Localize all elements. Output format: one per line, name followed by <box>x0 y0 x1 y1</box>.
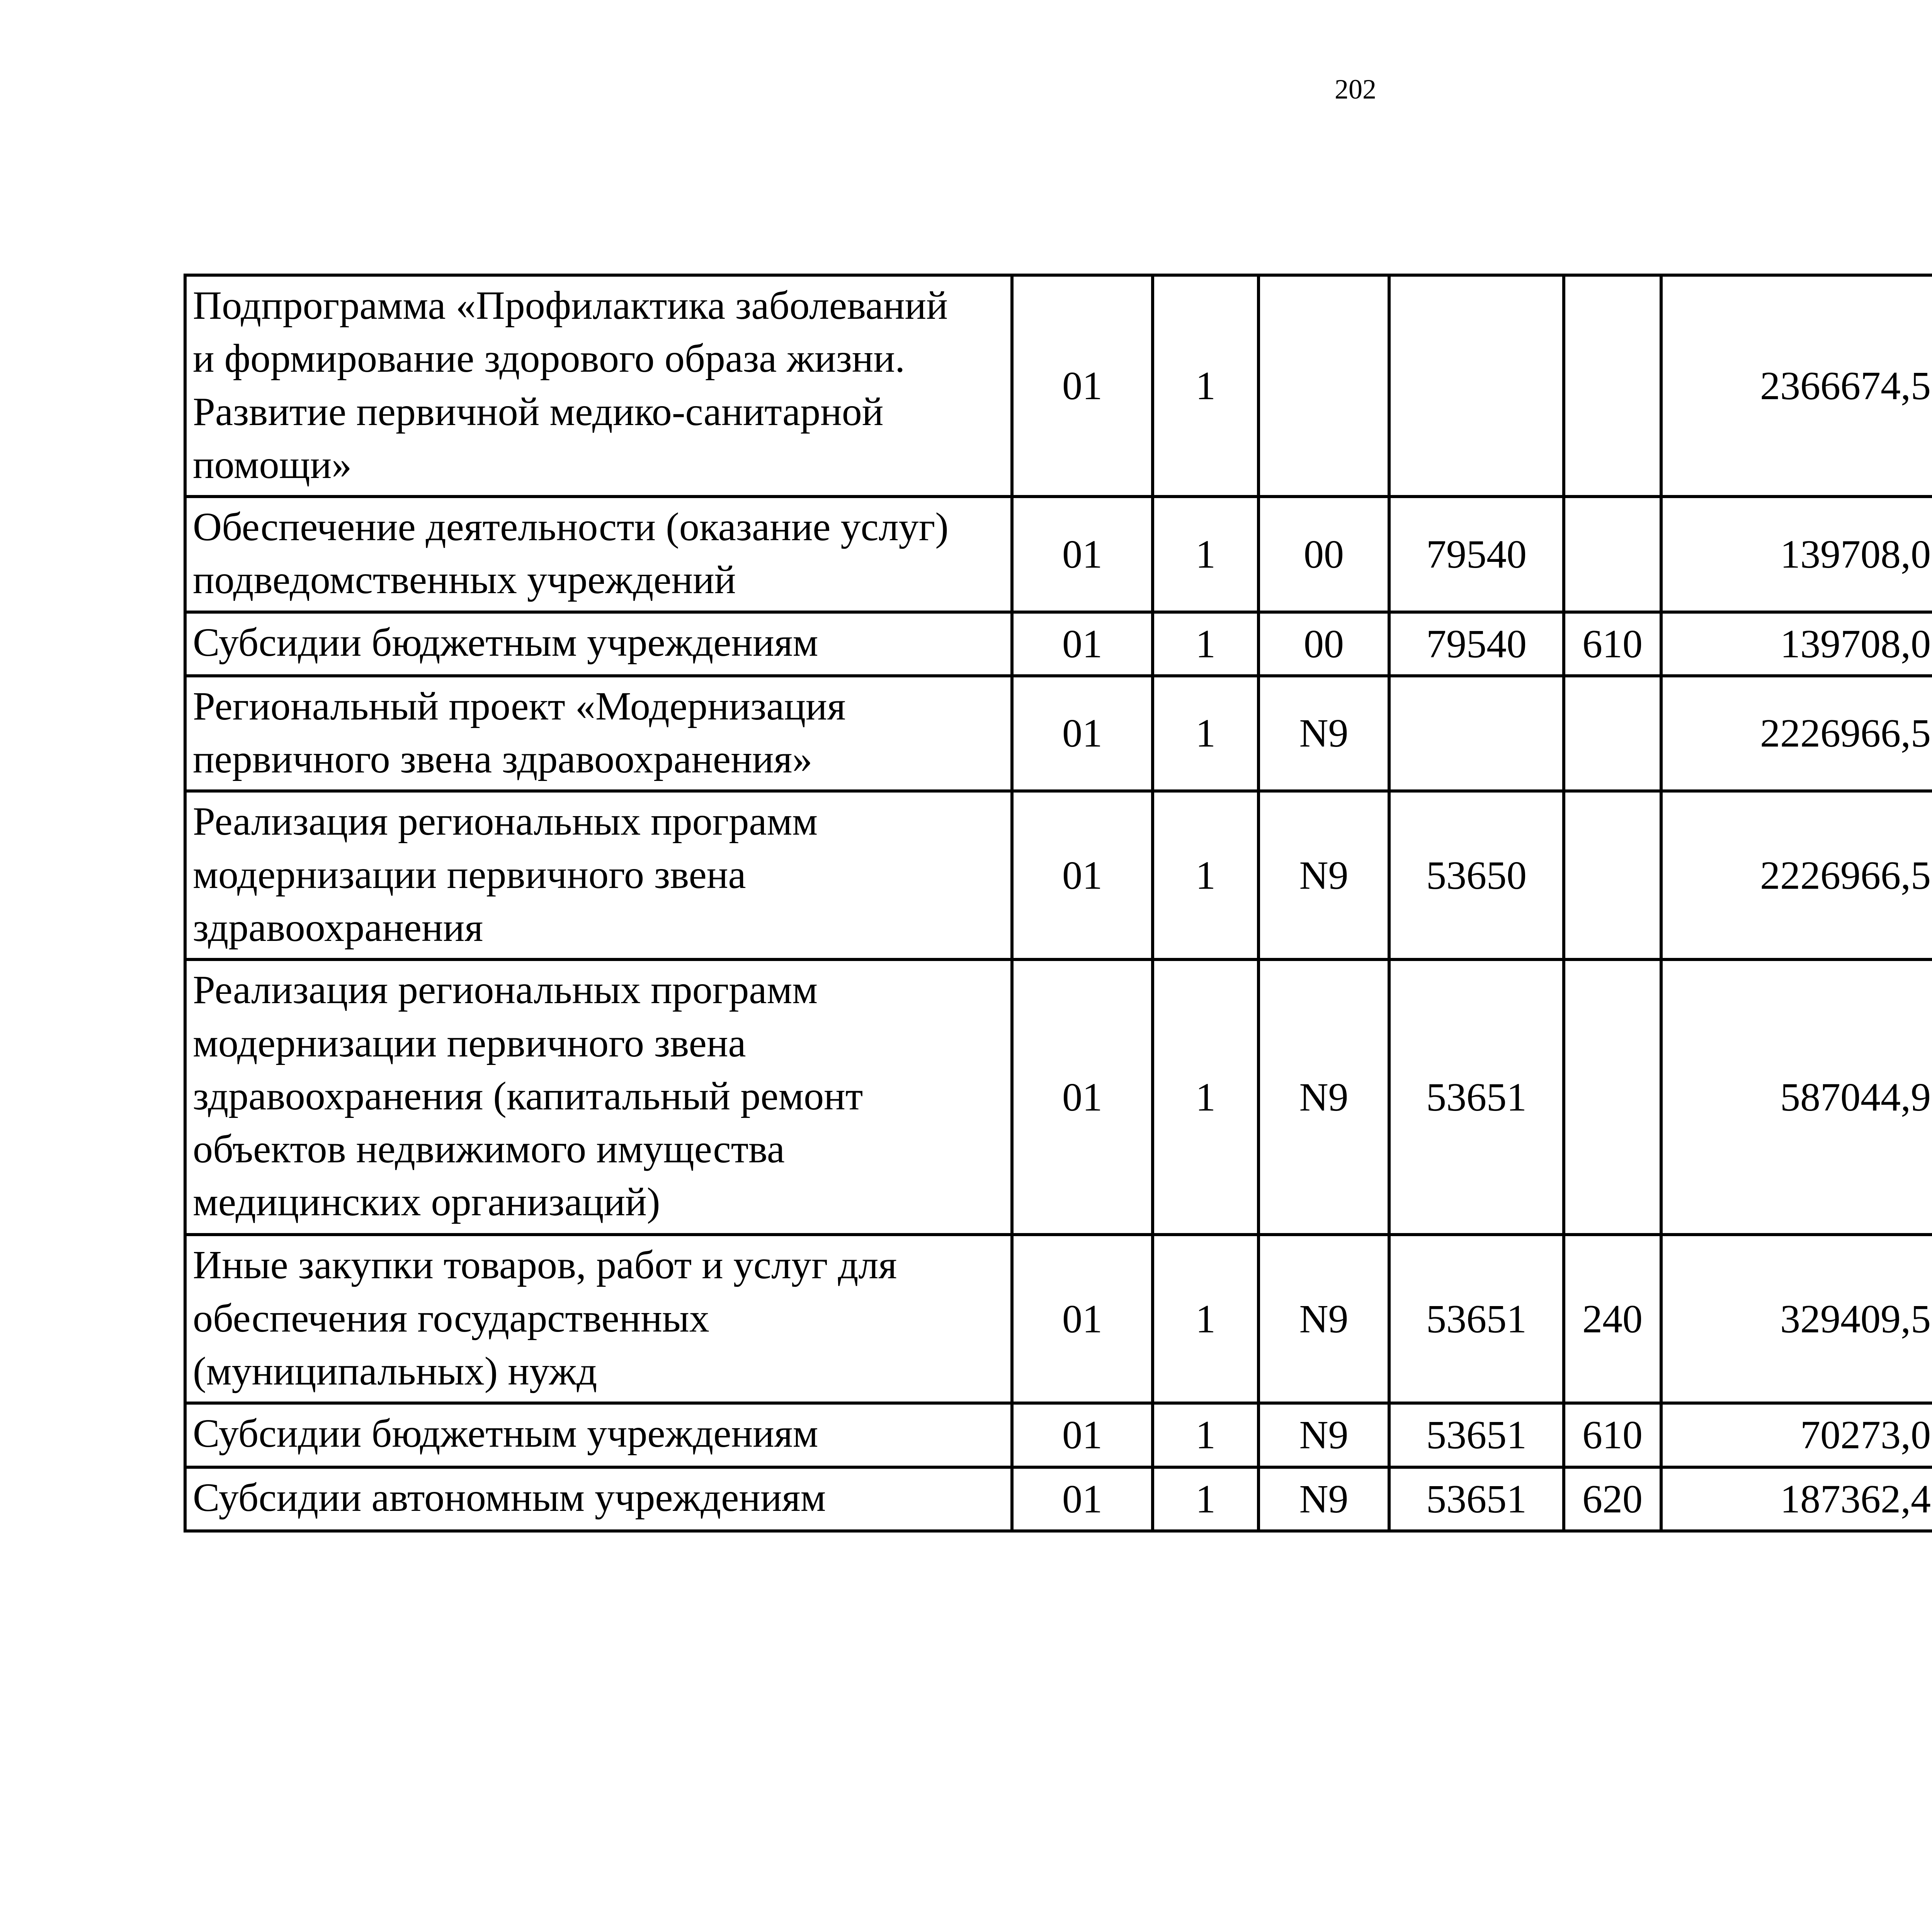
event-code-cell: N9 <box>1259 676 1389 791</box>
expense-type-cell <box>1564 676 1661 791</box>
table-row <box>185 791 1932 959</box>
amount-year1-cell: 70273,0 <box>1661 1403 1932 1467</box>
amount-year1-cell: 2226966,5 <box>1661 791 1932 959</box>
expense-type-cell: 240 <box>1564 1235 1661 1403</box>
program-code-cell: 01 <box>1012 1235 1153 1403</box>
table-row <box>185 959 1932 1235</box>
table-row <box>185 676 1932 791</box>
table-row <box>185 1235 1932 1403</box>
amount-year1-cell: 2226966,5 <box>1661 676 1932 791</box>
direction-code-cell: 53651 <box>1389 959 1564 1235</box>
program-code-cell: 01 <box>1012 1403 1153 1467</box>
row-name-cell: Обеспечение деятельности (оказание услуг) подведомственных учреждений <box>185 497 1012 612</box>
budget-table <box>184 274 1932 1533</box>
program-code-cell: 01 <box>1012 676 1153 791</box>
row-name-cell: Иные закупки товаров, работ и услуг для обеспечения государственных (муниципальных) нужд <box>185 1235 1012 1403</box>
program-code-cell: 01 <box>1012 612 1153 676</box>
event-code-cell: N9 <box>1259 1467 1389 1531</box>
program-code-cell: 01 <box>1012 959 1153 1235</box>
subprogram-code-cell: 1 <box>1153 497 1259 612</box>
expense-type-cell <box>1564 791 1661 959</box>
event-code-cell: N9 <box>1259 1235 1389 1403</box>
page-number: 202 <box>1335 74 1376 105</box>
expense-type-cell: 610 <box>1564 1403 1661 1467</box>
direction-code-cell: 53651 <box>1389 1467 1564 1531</box>
table-row <box>185 275 1932 497</box>
expense-type-cell: 610 <box>1564 612 1661 676</box>
row-name-cell: Региональный проект «Модернизация первичного звена здравоохранения» <box>185 676 1012 791</box>
table-row <box>185 1467 1932 1531</box>
amount-year1-cell: 587044,9 <box>1661 959 1932 1235</box>
expense-type-cell: 620 <box>1564 1467 1661 1531</box>
subprogram-code-cell: 1 <box>1153 959 1259 1235</box>
expense-type-cell <box>1564 959 1661 1235</box>
table-row <box>185 612 1932 676</box>
row-name-cell: Субсидии автономным учреждениям <box>185 1467 1012 1531</box>
row-name-cell: Реализация региональных программ модернизации первичного звена здравоохранения <box>185 791 1012 959</box>
amount-year1-cell: 139708,0 <box>1661 612 1932 676</box>
direction-code-cell: 79540 <box>1389 612 1564 676</box>
table-row <box>185 497 1932 612</box>
direction-code-cell: 53650 <box>1389 791 1564 959</box>
event-code-cell: N9 <box>1259 1403 1389 1467</box>
subprogram-code-cell: 1 <box>1153 1235 1259 1403</box>
direction-code-cell <box>1389 275 1564 497</box>
subprogram-code-cell: 1 <box>1153 791 1259 959</box>
event-code-cell: 00 <box>1259 612 1389 676</box>
row-name-cell: Субсидии бюджетным учреждениям <box>185 1403 1012 1467</box>
expense-type-cell <box>1564 497 1661 612</box>
row-name-cell: Подпрограмма «Профилактика заболеваний и формирование здорового образа жизни. Развитие первичной медико-санитарной помощи» <box>185 275 1012 497</box>
amount-year1-cell: 2366674,5 <box>1661 275 1932 497</box>
direction-code-cell: 79540 <box>1389 497 1564 612</box>
table-row <box>185 1403 1932 1467</box>
program-code-cell: 01 <box>1012 497 1153 612</box>
direction-code-cell <box>1389 676 1564 791</box>
amount-year1-cell: 329409,5 <box>1661 1235 1932 1403</box>
subprogram-code-cell: 1 <box>1153 275 1259 497</box>
subprogram-code-cell: 1 <box>1153 676 1259 791</box>
expense-type-cell <box>1564 275 1661 497</box>
event-code-cell <box>1259 275 1389 497</box>
direction-code-cell: 53651 <box>1389 1235 1564 1403</box>
subprogram-code-cell: 1 <box>1153 1403 1259 1467</box>
subprogram-code-cell: 1 <box>1153 612 1259 676</box>
row-name-cell: Субсидии бюджетным учреждениям <box>185 612 1012 676</box>
amount-year1-cell: 139708,0 <box>1661 497 1932 612</box>
event-code-cell: N9 <box>1259 791 1389 959</box>
direction-code-cell: 53651 <box>1389 1403 1564 1467</box>
program-code-cell: 01 <box>1012 1467 1153 1531</box>
program-code-cell: 01 <box>1012 275 1153 497</box>
event-code-cell: N9 <box>1259 959 1389 1235</box>
row-name-cell: Реализация региональных программ модернизации первичного звена здравоохранения (капитальный ремонт объектов недвижимого имущества медицинских организаций) <box>185 959 1012 1235</box>
amount-year1-cell: 187362,4 <box>1661 1467 1932 1531</box>
event-code-cell: 00 <box>1259 497 1389 612</box>
subprogram-code-cell: 1 <box>1153 1467 1259 1531</box>
program-code-cell: 01 <box>1012 791 1153 959</box>
